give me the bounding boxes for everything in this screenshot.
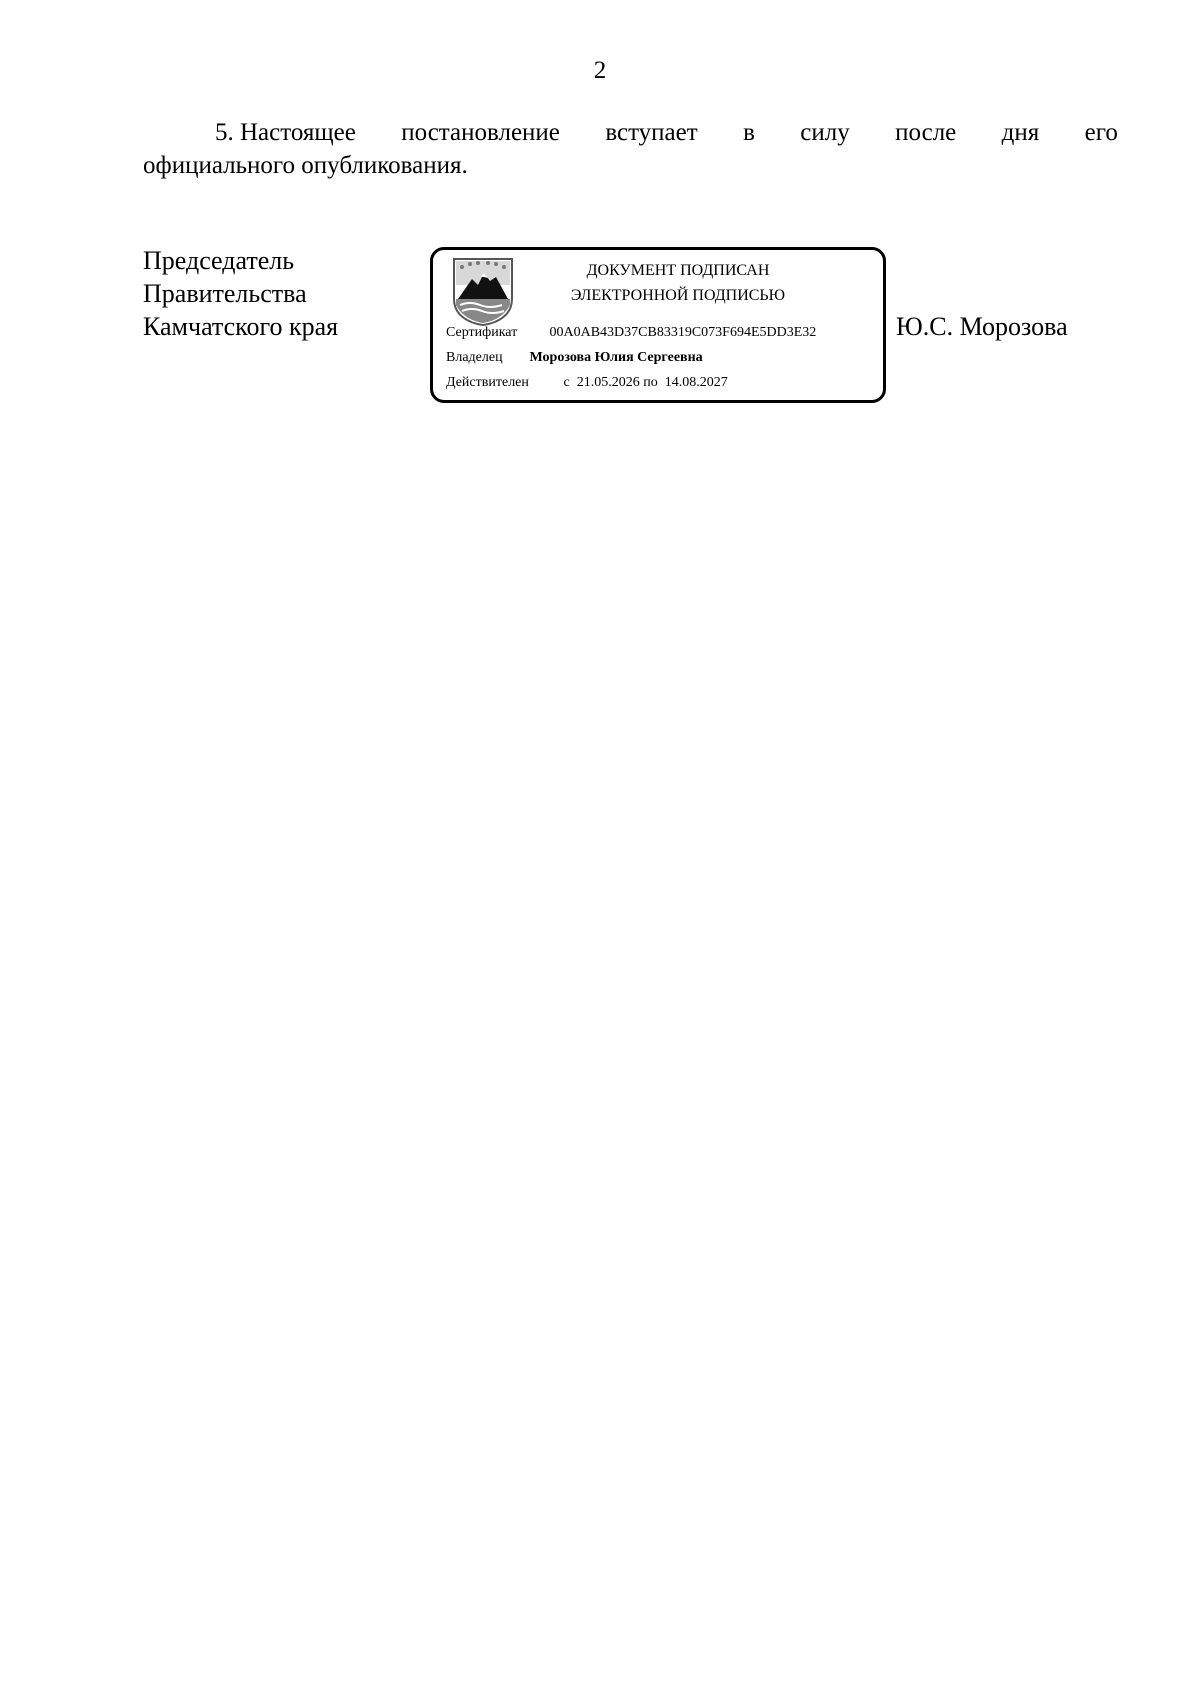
certificate-label: Сертификат	[446, 325, 518, 340]
validity-value: с 21.05.2026 по 14.08.2027	[563, 375, 728, 390]
signer-title-line: Правительства	[143, 279, 307, 308]
signer-title-line: Председатель	[143, 246, 295, 275]
paragraph-word: силу	[800, 119, 850, 146]
stamp-header-line-1: ДОКУМЕНТ ПОДПИСАН	[586, 262, 770, 279]
paragraph-line-1	[143, 116, 1118, 149]
paragraph-line-2: официального опубликования.	[143, 152, 468, 179]
paragraph-word: постановление	[401, 119, 560, 146]
paragraph-word: дня	[1001, 119, 1040, 146]
paragraph-word: после	[895, 119, 957, 146]
coat-of-arms-icon	[450, 255, 516, 327]
page-number: 2	[593, 57, 607, 84]
stamp-validity-row	[446, 374, 728, 392]
paragraph-word: в	[743, 119, 755, 146]
certificate-value: 00A0AB43D37CB83319C073F694E5DD3E32	[549, 325, 817, 340]
owner-value: Морозова Юлия Сергеевна	[529, 350, 703, 365]
paragraph-word: 5. Настоящее	[215, 119, 356, 146]
paragraph-word: вступает	[605, 119, 698, 146]
validity-label: Действителен	[446, 375, 529, 390]
signer-title-line: Камчатского края	[143, 312, 339, 341]
paragraph-5	[143, 116, 1118, 182]
paragraph-word: его	[1084, 119, 1118, 146]
stamp-certificate-row	[446, 324, 816, 342]
stamp-owner-row	[446, 349, 703, 367]
owner-label: Владелец	[446, 350, 503, 365]
stamp-header	[523, 258, 833, 308]
stamp-header-line-2: ЭЛЕКТРОННОЙ ПОДПИСЬЮ	[570, 287, 786, 304]
signer-name: Ю.С. Морозова	[896, 312, 1068, 341]
signer-title	[143, 244, 338, 343]
